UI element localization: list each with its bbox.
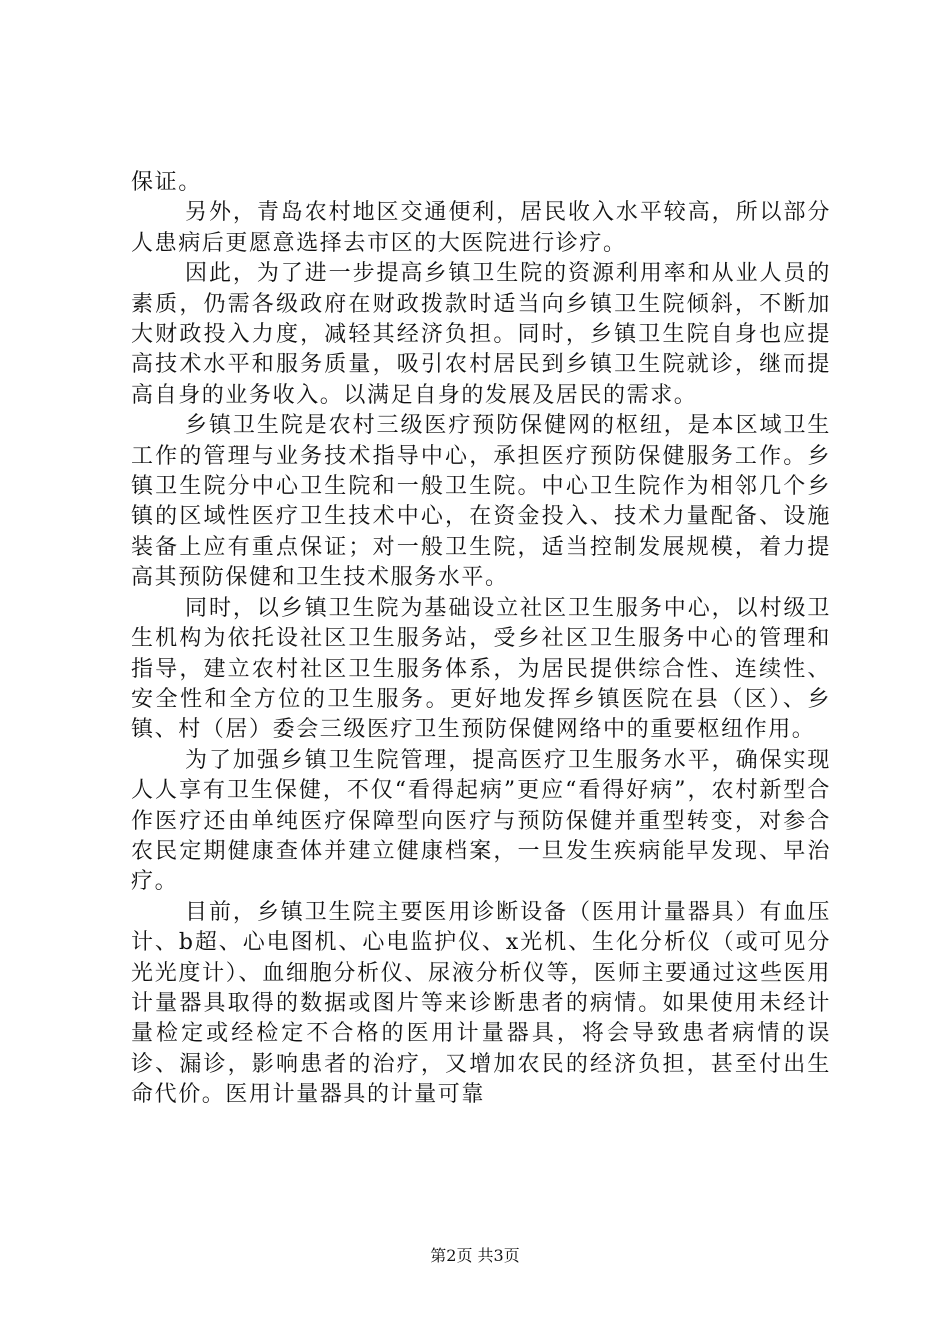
paragraph: 同时，以乡镇卫生院为基础设立社区卫生服务中心，以村级卫生机构为依托设社区卫生服务站，受乡社区卫生服务中心的管理和指导，建立农村社区卫生服务体系，为居民提供综合性、连续性、安全性和全方位的卫生服务。更好地发挥乡镇医院在县（区）、乡镇、村（居）委会三级医疗卫生预防保健网络中的重要枢纽作用。 — [131, 595, 831, 743]
paragraph: 为了加强乡镇卫生院管理，提高医疗卫生服务水平，确保实现人人享有卫生保健，不仅“看得起病”更应“看得好病”，农村新型合作医疗还由单纯医疗保障型向医疗与预防保健并重型转变，对参合农民定期健康查体并建立健康档案，一旦发生疾病能早发现、早治疗。 — [131, 747, 831, 895]
paragraph: 另外，青岛农村地区交通便利，居民收入水平较高，所以部分人患病后更愿意选择去市区的大医院进行诊疗。 — [131, 200, 831, 256]
paragraph: 因此，为了进一步提高乡镇卫生院的资源利用率和从业人员的素质，仍需各级政府在财政拨款时适当向乡镇卫生院倾斜，不断加大财政投入力度，减轻其经济负担。同时，乡镇卫生院自身也应提高技术水平和服务质量，吸引农村居民到乡镇卫生院就诊，继而提高自身的业务收入。以满足自身的发展及居民的需求。 — [131, 261, 831, 408]
paragraph: 保证。 — [131, 170, 202, 195]
document-body — [131, 168, 831, 1111]
paragraph: 目前，乡镇卫生院主要医用诊断设备（医用计量器具）有血压计、b超、心电图机、心电监护仪、x光机、生化分析仪（或可见分光光度计）、血细胞分析仪、尿液分析仪等，医师主要通过这些医用计量器具取得的数据或图片等来诊断患者的病情。如果使用未经计量检定或经检定不合格的医用计量器具，将会导致患者病情的误诊、漏诊，影响患者的治疗，又增加农民的经济负担，甚至付出生命代价。医用计量器具的计量可靠 — [131, 899, 831, 1108]
paragraph: 乡镇卫生院是农村三级医疗预防保健网的枢纽，是本区域卫生工作的管理与业务技术指导中心，承担医疗预防保健服务工作。乡镇卫生院分中心卫生院和一般卫生院。中心卫生院作为相邻几个乡镇的区域性医疗卫生技术中心，在资金投入、技术力量配备、设施装备上应有重点保证；对一般卫生院，适当控制发展规模，着力提高其预防保健和卫生技术服务水平。 — [131, 413, 831, 591]
page-footer: 第2页 共3页 — [430, 1246, 520, 1265]
